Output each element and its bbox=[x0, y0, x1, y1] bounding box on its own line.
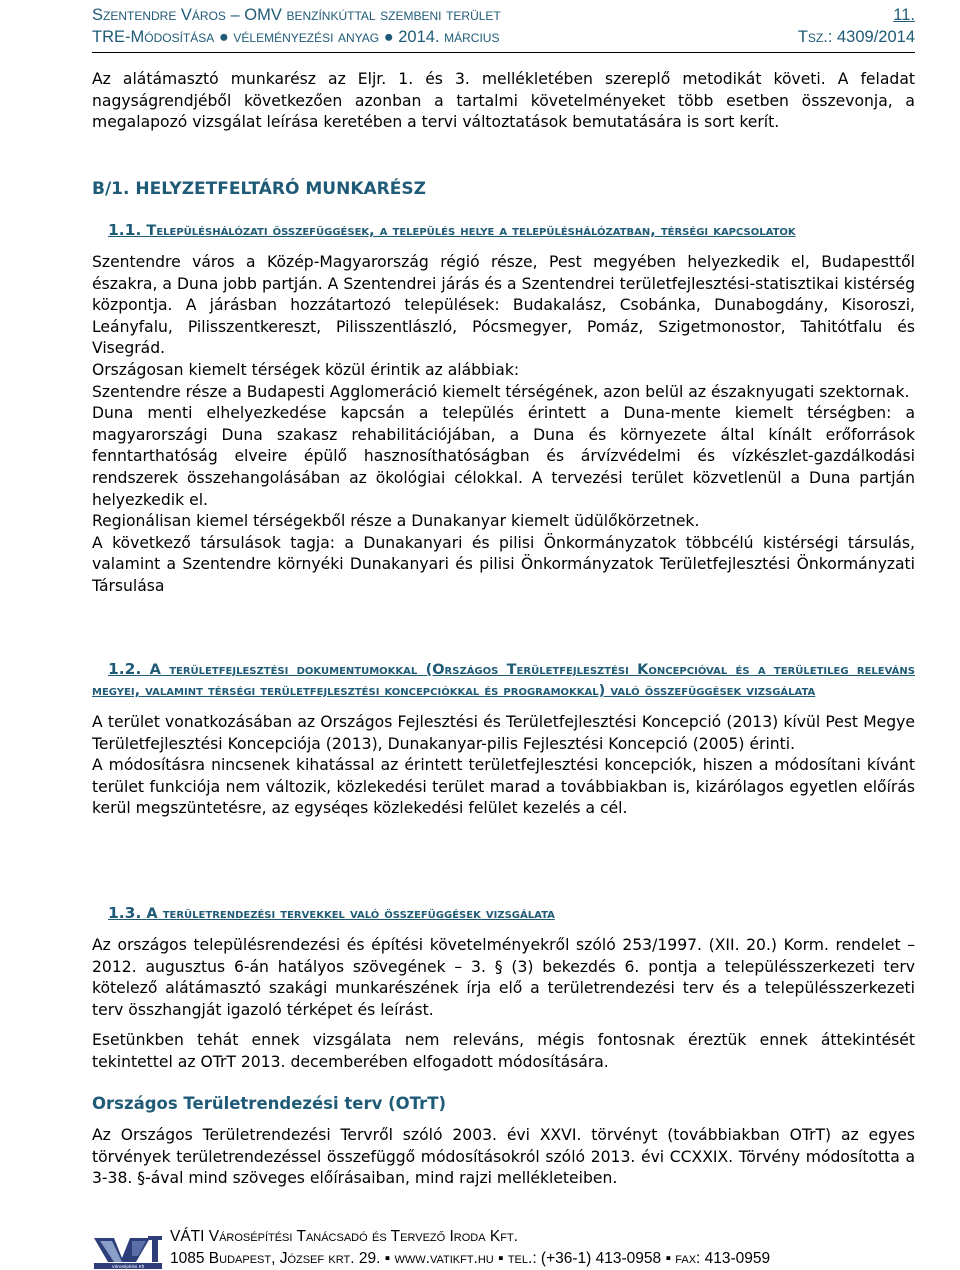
footer bbox=[92, 1220, 915, 1270]
document-title: Szentendre Város – OMV benzínkúttal szembeni terület bbox=[92, 6, 501, 24]
section-1-2 bbox=[92, 659, 915, 820]
footer-contact: 1085 Budapest, József krt. 29. ▪ www.vatikft.hu ▪ tel.: (+36-1) 413-0958 ▪ fax: 413-0959 bbox=[170, 1250, 771, 1267]
section-1-1-title: Településhálózati összefüggések, a település helye a településhálózatban, térségi kapcsolatok bbox=[146, 223, 796, 239]
header-line-2 bbox=[92, 26, 915, 53]
section-1-1-number: 1.1. bbox=[108, 221, 142, 239]
section-1-2-number: 1.2. bbox=[108, 660, 142, 678]
section-1-1 bbox=[92, 220, 915, 598]
intro-block bbox=[92, 69, 915, 134]
page-number: 11. bbox=[893, 6, 915, 24]
document-subtitle: TRE-Módosítása ● véleményezési anyag ● 2014. március bbox=[92, 28, 500, 46]
section-b1-title: B/1. HELYZETFELTÁRÓ MUNKARÉSZ bbox=[92, 179, 426, 199]
intro-paragraph: Az alátámasztó munkarész az Eljr. 1. és 3. mellékletében szereplő metodikát követi. A feladat nagyságrendjéből következően azonban a tartalmi követelményeket több esetben összevonja, a megalapozó vizsgálat leírása keretében a tervi változtatások bemutatására is sort kerít. bbox=[92, 70, 915, 132]
section-1-3 bbox=[92, 903, 915, 1074]
header-line-1 bbox=[92, 4, 915, 26]
section-1-1-paragraph-6: A következő társulások tagja: a Dunakanyari és pilisi Önkormányzatok többcélú kistérségi társulás, valamint a Szentendre környéki Dunakanyari és pilisi Önkormányzatok Területfejlesztési Önkormányzati Társulása bbox=[92, 533, 915, 595]
section-1-1-paragraph-1: Szentendre város a Közép-Magyarország régió része, Pest megyében helyezkedik el, Budapesttől északra, a Duna jobb partján. A Szentendrei járás és a Szentendrei területfejlesztési-statisztikai kistérség központja. A járásban hozzátartozó települések: Budakalász, Csobánka, Dunabogdány, Kisoroszi, Leányfalu, Pilisszentkereszt, Pilisszentlászló, Pócsmegyer, Pomáz, Szigetmonostor, Tahitótfalu és Visegrád. bbox=[92, 253, 915, 358]
footer-company: VÁTI Városépítési Tanácsadó és Tervező Iroda Kft. bbox=[170, 1228, 518, 1245]
section-1-1-paragraph-4: Duna menti elhelyezkedése kapcsán a település érintett a Duna-mente kiemelt térségben: a magyarországi Duna szakasz rehabilitációjában, a Duna és környezete által kínált erőforrások fenntarthatóság elveire épülő hasznosíthatóságban és árvízvédelmi és vízkészlet-gazdálkodási rendszerek összehangolásában az ökológiai célokkal. A tervezési terület közvetlenül a Duna partján helyezkedik el. bbox=[92, 404, 915, 509]
section-1-1-heading bbox=[92, 220, 915, 242]
section-1-2-paragraph-2: A módosításra nincsenek kihatással az érintett területfejlesztési koncepciók, hiszen a módosítani kívánt terület funkciója nem változik, közlekedési terület marad a továbbiakban is, kizárólagos egyetlen előírás kerül megszüntetésre, az egyséqes közlekedési felület kezelés a cél. bbox=[92, 756, 915, 818]
section-1-1-paragraph-2: Országosan kiemelt térségek közül érintik az alábbiak: bbox=[92, 360, 520, 379]
section-1-3-title: A területrendezési tervekkel való összefüggések vizsgálata bbox=[146, 906, 555, 922]
section-otrt bbox=[92, 1093, 915, 1190]
section-1-3-number: 1.3. bbox=[108, 904, 142, 922]
section-1-2-paragraph-1: A terület vonatkozásában az Országos Fejlesztési és Területfejlesztési Koncepció (2013) kívül Pest Megye Területfejlesztési Koncepciója (2013), Dunakanyar-pilis Fejlesztési Koncepció (2005) érinti. bbox=[92, 713, 915, 753]
section-b1 bbox=[92, 178, 915, 200]
logo-text: Városépítési Kft bbox=[111, 1264, 145, 1269]
vati-logo bbox=[92, 1232, 164, 1270]
section-1-3-heading bbox=[92, 903, 915, 925]
section-1-3-paragraph-2: Esetünkben tehát ennek vizsgálata nem releváns, mégis fontosnak éreztük ennek áttekintését tekintettel az OTrT 2013. decemberében elfogadott módosítására. bbox=[92, 1031, 915, 1071]
project-number: Tsz.: 4309/2014 bbox=[797, 28, 915, 46]
section-1-3-paragraph-1: Az országos településrendezési és építési követelményekről szóló 253/1997. (XII. 20.) Korm. rendelet – 2012. augusztus 6-án hatályos szövegének – 3. § (3) bekezdés 6. pontja a településszerkezeti terv kötelező alátámasztó szakági munkarészének írja elő a területrendezési terv és a településszerkezeti terv összhangját igazoló térképet és leírást. bbox=[92, 936, 915, 1019]
section-1-1-paragraph-5: Regionálisan kiemel térségekből része a Dunakanyar kiemelt üdülőkörzetnek. bbox=[92, 512, 700, 531]
otrt-paragraph: Az Országos Területrendezési Tervről szóló 2003. évi XXVI. törvényt (továbbiakban OTrT) az egyes törvények területrendezéssel összefüggő módosításokról szóló 2013. évi CCXXIX. Törvény módosította a 3-38. §-ával mind szöveges előírásaiban, mind rajzi mellékleteiben. bbox=[92, 1126, 915, 1188]
section-1-1-paragraph-3: Szentendre része a Budapesti Agglomeráció kiemelt térségének, azon belül az északnyugati szektornak. bbox=[92, 382, 910, 401]
footer-text bbox=[170, 1226, 770, 1270]
section-1-2-title: A területfejlesztési dokumentumokkal (Országos Területfejlesztési Koncepcióval és a területileg releváns megyei, valamint térségi területfejlesztési koncepciókkal és programokkal) való összefüggések vizsgálata bbox=[92, 662, 915, 699]
otrt-title: Országos Területrendezési terv (OTrT) bbox=[92, 1094, 447, 1113]
section-1-2-heading bbox=[92, 659, 915, 702]
